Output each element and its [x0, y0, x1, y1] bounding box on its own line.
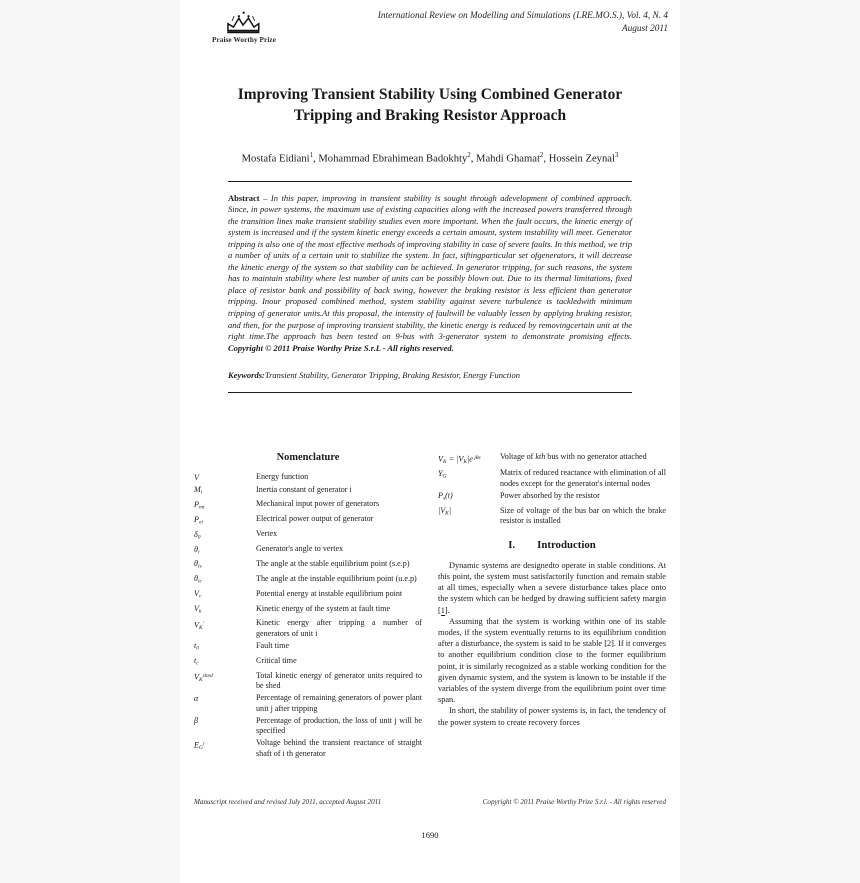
intro-paragraph-1: Dynamic systems are designedto operate in stable conditions. At this point, the system must satisfactorily function and remain stable at all times, especially when a severe disturbance takes place onto the system which can be hedged by drawing sufficient safety margin [1]. — [438, 560, 666, 615]
left-column — [194, 452, 422, 761]
nomenclature-symbol: α — [194, 693, 199, 703]
nomenclature-symbol: $V_K = |V_K|e$ $^{j\theta x}$ — [438, 453, 481, 465]
page-footer — [194, 798, 666, 806]
nomenclature-row — [194, 544, 422, 557]
right-column — [438, 452, 666, 761]
nomenclature-definition: Size of voltage of the bus bar on which the brake resistor is installed — [500, 505, 666, 526]
keywords-label: Keywords: — [228, 370, 265, 381]
nomenclature-row — [194, 716, 422, 737]
nomenclature-symbol: $E_G^i$ — [194, 740, 205, 751]
nomenclature-row — [194, 499, 422, 512]
nomenclature-row — [194, 738, 422, 759]
journal-citation — [338, 10, 668, 36]
nomenclature-row — [194, 641, 422, 654]
nomenclature-definition: Total kinetic energy of generator units required to be shed — [256, 670, 422, 691]
nomenclature-definition: Potential energy at instable equilibrium point — [256, 588, 403, 598]
paper-page — [180, 0, 680, 883]
nomenclature-symbol: $\theta_{ic}$ — [194, 574, 202, 585]
nomenclature-definition: Voltage of kth bus with no generator attached — [500, 452, 647, 461]
journal-issue-date: August 2011 — [621, 24, 668, 34]
nomenclature-row — [194, 589, 422, 602]
nomenclature-definition: Power absorbed by the resistor — [500, 490, 600, 500]
abstract-label: Abstract — [228, 192, 260, 203]
footer-copyright: Copyright © 2011 Praise Worthy Prize S.r.l. - All rights reserved — [482, 798, 666, 806]
nomenclature-symbol: $V_k$ — [194, 604, 202, 615]
publisher-logo — [200, 8, 288, 54]
nomenclature-symbol: $V_K^{shed}$ — [194, 672, 213, 683]
footer-manuscript-note: Manuscript received and revised July 2011, accepted August 2011 — [194, 798, 382, 806]
nomenclature-row — [194, 574, 422, 587]
two-column-body — [180, 452, 680, 761]
divider-top — [228, 181, 632, 182]
nomenclature-symbol: V — [194, 472, 199, 482]
author-list: Mostafa Eidiani$^1$, Mohammad Ebrahimean Badokhty$^2$, Mahdi Ghamat$^2$, Hossein Zeynal$^3$ — [241, 151, 619, 165]
nomenclature-definition: Percentage of production, the loss of unit j will be specified — [256, 715, 422, 736]
intro-paragraph-3: In short, the stability of power systems is, in fact, the tendency of the power system to create recovery forces — [438, 706, 666, 727]
nomenclature-definition: Fault time — [256, 640, 290, 650]
section-heading-introduction — [438, 539, 666, 551]
abstract-dash: – — [263, 192, 268, 203]
page-title: Improving Transient Stability Using Combined Generator Tripping and Braking Resistor Approach — [237, 86, 623, 124]
keywords-block — [228, 370, 632, 382]
nomenclature-symbol: $V_c$ — [194, 589, 202, 600]
abstract-copyright: Copyright © 2011 Praise Worthy Prize S.r.L - All rights reserved. — [228, 342, 454, 353]
nomenclature-definition: Critical time — [256, 655, 297, 665]
nomenclature-symbol: $t_0$ — [194, 641, 199, 652]
nomenclature-symbol: $V_K'$ — [194, 620, 204, 631]
divider-bottom — [228, 392, 632, 393]
nomenclature-symbol: $\theta_{is}$ — [194, 559, 202, 570]
nomenclature-row — [438, 491, 666, 504]
nomenclature-definition: Inertia constant of generator i — [256, 484, 352, 494]
nomenclature-row — [194, 472, 422, 483]
nomenclature-definition: Generator's angle to vertex — [256, 544, 344, 553]
nomenclature-symbol: $\theta_i$ — [194, 544, 200, 555]
nomenclature-definition: Energy function — [256, 472, 309, 481]
nomenclature-symbol: $t_c$ — [194, 656, 199, 667]
nomenclature-row — [194, 604, 422, 617]
nomenclature-definition: Kinetic energy after tripping a number of generators of unit i — [256, 618, 422, 638]
abstract-block — [228, 193, 632, 355]
nomenclature-list-right — [438, 452, 666, 527]
keywords-text: Transient Stability, Generator Tripping, Braking Resistor, Energy Function — [264, 370, 520, 381]
nomenclature-row — [194, 559, 422, 572]
nomenclature-row — [194, 656, 422, 669]
nomenclature-row — [438, 452, 666, 467]
nomenclature-symbol: $P_s(t)$ — [438, 491, 453, 502]
nomenclature-symbol: $P_{mi}$ — [194, 499, 205, 511]
journal-name-volume: International Review on Modelling and Simulations (I.RE.MO.S.), Vol. 4, N. 4 — [377, 11, 668, 21]
nomenclature-symbol: $P_{ei}$ — [194, 514, 203, 526]
nomenclature-row — [194, 514, 422, 527]
nomenclature-definition: The angle at the stable equilibrium point (s.e.p) — [256, 558, 410, 568]
nomenclature-definition: Electrical power output of generator — [256, 514, 374, 524]
nomenclature-definition: Mechanical input power of generators — [256, 499, 380, 509]
nomenclature-row — [194, 693, 422, 714]
section-numeral: I. — [508, 538, 516, 551]
intro-paragraph-2: Assuming that the system is working within one of its stable modes, if the system eventually returns to its equilibrium condition after a disturbance, the system is said to be stable [2]. If it converges to another equilibrium condition close to the former equilibrium point, it is similarly recognized as a stable working condition for the given dynamic system, and the system is known to be instable if the variables of the system diverge from the equilibrium point over time span. — [438, 616, 666, 705]
nomenclature-heading: Nomenclature — [276, 452, 340, 463]
crown-icon — [222, 10, 264, 36]
nomenclature-row — [194, 618, 422, 639]
nomenclature-list-left — [194, 472, 422, 759]
page-number: 1690 — [421, 830, 439, 840]
nomenclature-row — [194, 529, 422, 542]
nomenclature-definition: Voltage behind the transient reactance of straight shaft of i th generator — [256, 738, 422, 758]
nomenclature-symbol: $Y_G$ — [438, 468, 447, 480]
nomenclature-row — [194, 671, 422, 692]
publisher-logo-text: Praise Worthy Prize — [211, 36, 277, 44]
nomenclature-row — [438, 506, 666, 527]
nomenclature-definition: Vertex — [256, 529, 278, 539]
section-title: Introduction — [537, 538, 596, 551]
nomenclature-symbol: $M_i$ — [194, 485, 203, 496]
nomenclature-symbol: $\delta_0$ — [194, 529, 201, 540]
nomenclature-symbol: β — [194, 716, 199, 726]
nomenclature-definition: Percentage of remaining generators of power plant unit j after tripping — [256, 693, 422, 713]
abstract-text: In this paper, improving in transient stability is sought through adevelopment of combined approach. Since, in power systems, the maximum use of existing capacities along with the increased powers transferred through the transition lines make transient stability studies even more important. When the fault occurs, the kinetic energy of system is increased and if the system kinetic energy exceeds a certain amount, system instability will meet. Generator tripping is also one of the most effective methods of improving stability in case of severe faults. In this method, we trip a number of units of a certain unit to stabilize the system. In fact, siftingparticular set ofgenerators, it will decrease the kinetic energy of the system so that stability can be achieved. In generator tripping, for such reasons, the system has to maintain stability where lest number of units can be possibly blown out. Due to its thermal limitations, fixed place of resistor bank and possibility of back swing, however the braking resistor is less efficient than generator tripping. Inour proposed combined method, system stability against severe turbulence is tackledwith minimum tripping of generator units.At this proposal, the intensity of faultwill be valuably lessen by applying braking resistor, and then, for the purpose of improving transient stability, the kinetic energy is reduced by removingcertain unit at the right time.The approach has been tested on 9-bus with 3-generator system to demonstrate promising effects. — [228, 192, 633, 342]
page-header — [180, 0, 680, 70]
nomenclature-row — [438, 468, 666, 489]
nomenclature-symbol: $|V_K|$ — [438, 506, 452, 517]
nomenclature-definition: Kinetic energy of the system at fault time — [256, 603, 391, 613]
nomenclature-row — [194, 485, 422, 498]
nomenclature-definition: The angle at the instable equilibrium point (u.e.p) — [256, 573, 417, 583]
nomenclature-definition: Matrix of reduced reactance with elimination of all nodes except for the generator's internal nodes — [500, 468, 666, 488]
